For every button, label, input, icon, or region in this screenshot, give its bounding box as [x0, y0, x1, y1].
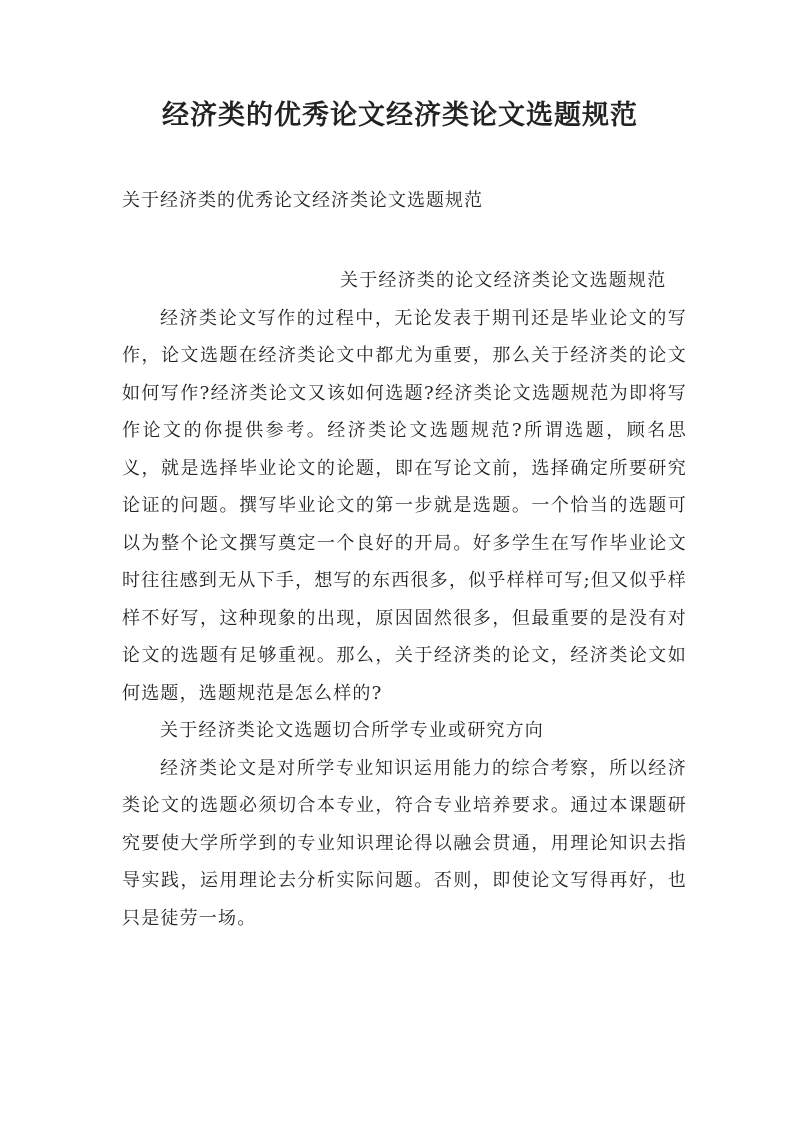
section-heading: 关于经济类的论文经济类论文选题规范: [340, 270, 667, 291]
paragraph-intro: 经济类论文写作的过程中，无论发表于期刊还是毕业论文的写作，论文选题在经济类论文中都尤为重要，那么关于经济类的论文如何写作?经济类论文又该如何选题?经济类论文选题规范为即将写作论文的你提供参考。经济类论文选题规范?所谓选题，顾名思义，就是选择毕业论文的论题，即在写论文前，选择确定所要研究论证的问题。撰写毕业论文的第一步就是选题。一个恰当的选题可以为整个论文撰写奠定一个良好的开局。好多学生在写作毕业论文时往往感到无从下手，想写的东西很多，似乎样样可写;但又似乎样样不好写，这种现象的出现，原因固然很多，但最重要的是没有对论文的选题有足够重视。那么，关于经济类的论文，经济类论文如何选题，选题规范是怎么样的?: [122, 307, 687, 704]
document-title: 经济类的优秀论文经济类论文选题规范: [162, 100, 638, 131]
paragraph-major-fit: 经济类论文是对所学专业知识运用能力的综合考察，所以经济类论文的选题必须切合本专业，符合专业培养要求。通过本课题研究要使大学所学到的专业知识理论得以融会贯通，用理论知识去指导实践，运用理论去分析实际问题。否则，即使论文写得再好，也只是徒劳一场。: [122, 757, 687, 929]
paragraph-subheading: 关于经济类论文选题切合所学专业或研究方向: [160, 720, 544, 741]
document-body: [122, 262, 687, 937]
document-subtitle: 关于经济类的优秀论文经济类论文选题规范: [122, 190, 483, 211]
